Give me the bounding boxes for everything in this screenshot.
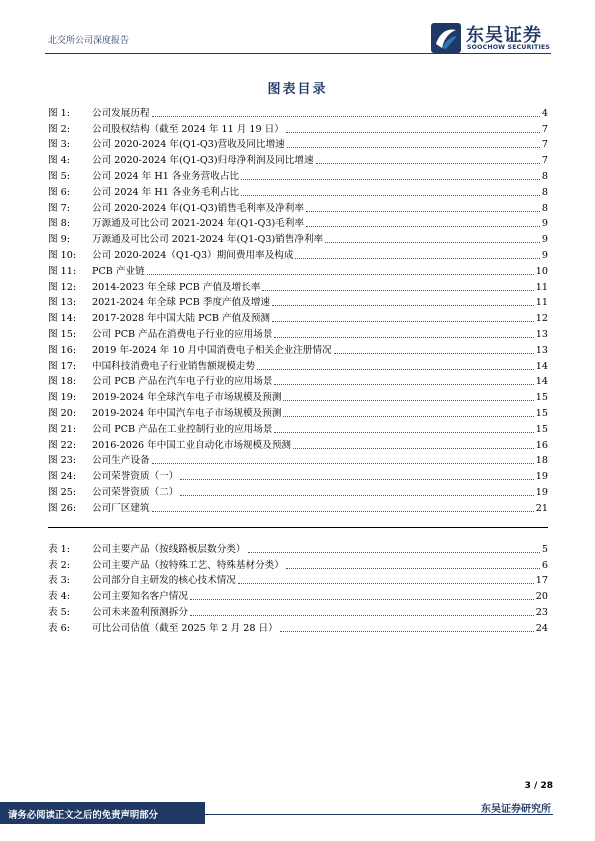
dot-leader	[180, 494, 533, 496]
figure-entry-page: 19	[535, 486, 548, 498]
figure-entry-page: 9	[541, 218, 548, 230]
table-entry-title: 公司部分自主研发的核心技术情况	[92, 575, 236, 587]
figure-entry-title: 公司 2020-2024 年(Q1-Q3)归母净利润及同比增速	[92, 155, 314, 167]
figure-entry-page: 9	[541, 249, 548, 261]
dot-leader	[274, 431, 533, 433]
table-list	[48, 540, 548, 635]
figure-entry[interactable]	[48, 167, 548, 183]
figure-entry-title: 公司 PCB 产品在工业控制行业的应用场景	[92, 423, 273, 435]
figure-entry-page: 13	[535, 328, 548, 340]
figure-entry-number: 图 5:	[48, 170, 70, 182]
table-entry-title: 公司主要产品（按线路板层数分类）	[92, 543, 246, 555]
figure-entry[interactable]	[48, 136, 548, 152]
figure-entry-title: PCB 产业链	[92, 265, 145, 277]
figure-entry-page: 14	[535, 360, 548, 372]
figure-entry-page: 7	[541, 155, 548, 167]
figure-entry-page: 11	[535, 297, 548, 309]
figure-entry-title: 公司 PCB 产品在汽车电子行业的应用场景	[92, 376, 273, 388]
figure-entry-page: 15	[535, 423, 548, 435]
figure-entry-number: 图 22:	[48, 439, 77, 451]
table-entry-number: 表 2:	[48, 559, 70, 571]
figure-entry-title: 2021-2024 年全球 PCB 季度产值及增速	[92, 297, 271, 309]
figure-entry-number: 图 2:	[48, 123, 70, 135]
figure-entry[interactable]	[48, 151, 548, 167]
dot-leader	[257, 368, 534, 370]
toc-title: 图表目录	[267, 82, 328, 97]
figure-entry[interactable]	[48, 373, 548, 389]
figure-entry-number: 图 6:	[48, 186, 70, 198]
list-separator	[48, 527, 548, 528]
figure-entry-page: 10	[535, 265, 548, 277]
dot-leader	[295, 257, 539, 259]
figure-entry-title: 公司发展历程	[92, 107, 150, 119]
figure-entry[interactable]	[48, 467, 548, 483]
dot-leader	[283, 399, 533, 401]
figure-entry-page: 15	[535, 407, 548, 419]
figure-entry-page: 14	[535, 376, 548, 388]
figure-entry-page: 7	[541, 123, 548, 135]
figure-entry-number: 图 25:	[48, 486, 77, 498]
figure-entry[interactable]	[48, 294, 548, 310]
figure-entry-page: 16	[535, 439, 548, 451]
figure-entry-title: 2019-2024 年全球汽车电子市场规模及预测	[92, 392, 282, 404]
dot-leader	[248, 551, 540, 553]
table-entry-number: 表 5:	[48, 606, 70, 618]
dot-leader	[262, 289, 533, 291]
logo-chinese-name: 东吴证券	[466, 25, 542, 46]
header-divider	[45, 53, 551, 54]
soochow-logo-icon	[430, 22, 462, 54]
dot-leader	[306, 210, 540, 212]
disclaimer-band	[0, 802, 205, 824]
disclaimer-text: 请务必阅读正文之后的免责声明部分	[8, 810, 159, 821]
dot-leader	[190, 614, 534, 616]
figure-entry-page: 18	[535, 455, 548, 467]
figure-entry-title: 中国科技消费电子行业销售额规模走势	[92, 360, 256, 372]
figure-entry-page: 8	[541, 186, 548, 198]
figure-entry[interactable]	[48, 357, 548, 373]
table-entry-number: 表 4:	[48, 591, 70, 603]
dot-leader	[287, 146, 540, 148]
figure-entry[interactable]	[48, 183, 548, 199]
figure-entry[interactable]	[48, 499, 548, 515]
company-logo	[430, 20, 560, 56]
report-type-label: 北交所公司深度报告	[48, 36, 130, 46]
table-entry-title: 公司主要知名客户情况	[92, 591, 188, 603]
figure-entry-number: 图 9:	[48, 234, 70, 246]
figure-entry-page: 7	[541, 139, 548, 151]
table-entry-page: 20	[535, 591, 548, 603]
figure-entry-page: 21	[535, 502, 548, 514]
figure-entry-title: 公司荣誉资质（二）	[92, 486, 179, 498]
figure-entry-number: 图 11:	[48, 265, 77, 277]
dot-leader	[238, 582, 534, 584]
figure-entry-number: 图 10:	[48, 249, 77, 261]
dot-leader	[286, 131, 540, 133]
table-entry[interactable]	[48, 572, 548, 588]
figure-entry[interactable]	[48, 309, 548, 325]
figure-entry[interactable]	[48, 420, 548, 436]
figure-entry-title: 2014-2023 年全球 PCB 产值及增长率	[92, 281, 261, 293]
figure-entry-title: 公司股权结构（截至 2024 年 11 月 19 日）	[92, 123, 284, 135]
figure-entry-number: 图 21:	[48, 423, 77, 435]
figure-entry-title: 公司生产设备	[92, 455, 150, 467]
figure-entry-title: 公司 2020-2024 年(Q1-Q3)营收及同比增速	[92, 139, 285, 151]
table-entry-page: 5	[541, 543, 548, 555]
dot-leader	[272, 304, 534, 306]
figure-entry-number: 图 3:	[48, 139, 70, 151]
figure-entry-number: 图 1:	[48, 107, 70, 119]
figure-entry-page: 9	[541, 234, 548, 246]
figure-entry[interactable]	[48, 230, 548, 246]
table-entry-page: 23	[535, 606, 548, 618]
figure-entry-number: 图 13:	[48, 297, 77, 309]
figure-entry-title: 公司 2024 年 H1 各业务营收占比	[92, 170, 240, 182]
dot-leader	[190, 598, 534, 600]
dot-leader	[272, 320, 534, 322]
table-entry[interactable]	[48, 540, 548, 556]
dot-leader	[306, 225, 540, 227]
figure-entry-page: 8	[541, 170, 548, 182]
figure-entry-number: 图 20:	[48, 407, 77, 419]
dot-leader	[152, 115, 540, 117]
dot-leader	[293, 447, 534, 449]
figure-entry-number: 图 19:	[48, 392, 77, 404]
figure-entry-number: 图 4:	[48, 155, 70, 167]
figure-entry-title: 2019 年-2024 年 10 月中国消费电子相关企业注册情况	[92, 344, 332, 356]
institute-name: 东吴证券研究所	[481, 804, 551, 815]
dot-leader	[286, 567, 540, 569]
dot-leader	[274, 383, 533, 385]
figure-entry-number: 图 12:	[48, 281, 77, 293]
figure-entry-title: 2019-2024 年中国汽车电子市场规模及预测	[92, 407, 282, 419]
figure-entry[interactable]	[48, 278, 548, 294]
table-entry-number: 表 3:	[48, 575, 70, 587]
figure-entry[interactable]	[48, 404, 548, 420]
figure-entry-title: 公司 PCB 产品在消费电子行业的应用场景	[92, 328, 273, 340]
figure-entry[interactable]	[48, 452, 548, 468]
table-entry-title: 公司主要产品（按特殊工艺、特殊基材分类）	[92, 559, 284, 571]
table-entry-page: 6	[541, 559, 548, 571]
figure-entry[interactable]	[48, 246, 548, 262]
figure-entry-number: 图 8:	[48, 218, 70, 230]
figure-entry-title: 公司 2020-2024（Q1-Q3）期间费用率及构成	[92, 249, 294, 261]
figure-entry-title: 公司厂区建筑	[92, 502, 150, 514]
figure-entry-page: 11	[535, 281, 548, 293]
figure-entry-title: 公司荣誉资质（一）	[92, 471, 179, 483]
figure-list	[48, 104, 548, 515]
dot-leader	[152, 462, 534, 464]
figure-entry[interactable]	[48, 436, 548, 452]
dot-leader	[334, 352, 534, 354]
table-entry[interactable]	[48, 587, 548, 603]
table-entry[interactable]	[48, 603, 548, 619]
table-entry[interactable]	[48, 619, 548, 635]
figure-entry[interactable]	[48, 262, 548, 278]
figure-entry-title: 万源通及可比公司 2021-2024 年(Q1-Q3)销售净利率	[92, 234, 324, 246]
figure-entry[interactable]	[48, 341, 548, 357]
figure-entry-number: 图 17:	[48, 360, 77, 372]
dot-leader	[325, 241, 540, 243]
dot-leader	[180, 478, 533, 480]
table-entry-number: 表 1:	[48, 543, 70, 555]
figure-entry-title: 2016-2026 年中国工业自动化市场规模及预测	[92, 439, 292, 451]
table-entry[interactable]	[48, 556, 548, 572]
dot-leader	[280, 630, 534, 632]
figure-entry[interactable]	[48, 120, 548, 136]
figure-entry-page: 4	[541, 107, 548, 119]
figure-entry-number: 图 24:	[48, 471, 77, 483]
figure-entry-number: 图 16:	[48, 344, 77, 356]
figure-entry-page: 12	[535, 313, 548, 325]
figure-entry-number: 图 18:	[48, 376, 77, 388]
dot-leader	[147, 273, 534, 275]
figure-entry-page: 13	[535, 344, 548, 356]
dot-leader	[316, 162, 540, 164]
figure-entry-number: 图 23:	[48, 455, 77, 467]
figure-entry-number: 图 26:	[48, 502, 77, 514]
figure-entry[interactable]	[48, 388, 548, 404]
figure-entry-title: 万源通及可比公司 2021-2024 年(Q1-Q3)毛利率	[92, 218, 304, 230]
dot-leader	[274, 336, 533, 338]
table-entry-title: 可比公司估值（截至 2025 年 2 月 28 日）	[92, 622, 278, 634]
figure-entry[interactable]	[48, 104, 548, 120]
dot-leader	[283, 415, 533, 417]
figure-entry[interactable]	[48, 483, 548, 499]
dot-leader	[241, 178, 540, 180]
table-entry-title: 公司未来盈利预测拆分	[92, 606, 188, 618]
table-entry-number: 表 6:	[48, 622, 70, 634]
figure-entry-page: 19	[535, 471, 548, 483]
figure-entry-number: 图 7:	[48, 202, 70, 214]
dot-leader	[152, 510, 534, 512]
table-entry-page: 17	[535, 575, 548, 587]
figure-entry-title: 2017-2028 年中国大陆 PCB 产值及预测	[92, 313, 271, 325]
figure-entry-title: 公司 2024 年 H1 各业务毛利占比	[92, 186, 240, 198]
figure-entry-page: 8	[541, 202, 548, 214]
figure-entry[interactable]	[48, 215, 548, 231]
table-entry-page: 24	[535, 622, 548, 634]
figure-entry-page: 15	[535, 392, 548, 404]
figure-entry-number: 图 14:	[48, 313, 77, 325]
figure-entry[interactable]	[48, 199, 548, 215]
figure-entry-number: 图 15:	[48, 328, 77, 340]
figure-entry[interactable]	[48, 325, 548, 341]
figure-entry-title: 公司 2020-2024 年(Q1-Q3)销售毛利率及净利率	[92, 202, 304, 214]
dot-leader	[241, 194, 540, 196]
page-indicator: 3 / 28	[524, 781, 553, 791]
logo-english-name: SOOCHOW SECURITIES	[467, 44, 551, 51]
